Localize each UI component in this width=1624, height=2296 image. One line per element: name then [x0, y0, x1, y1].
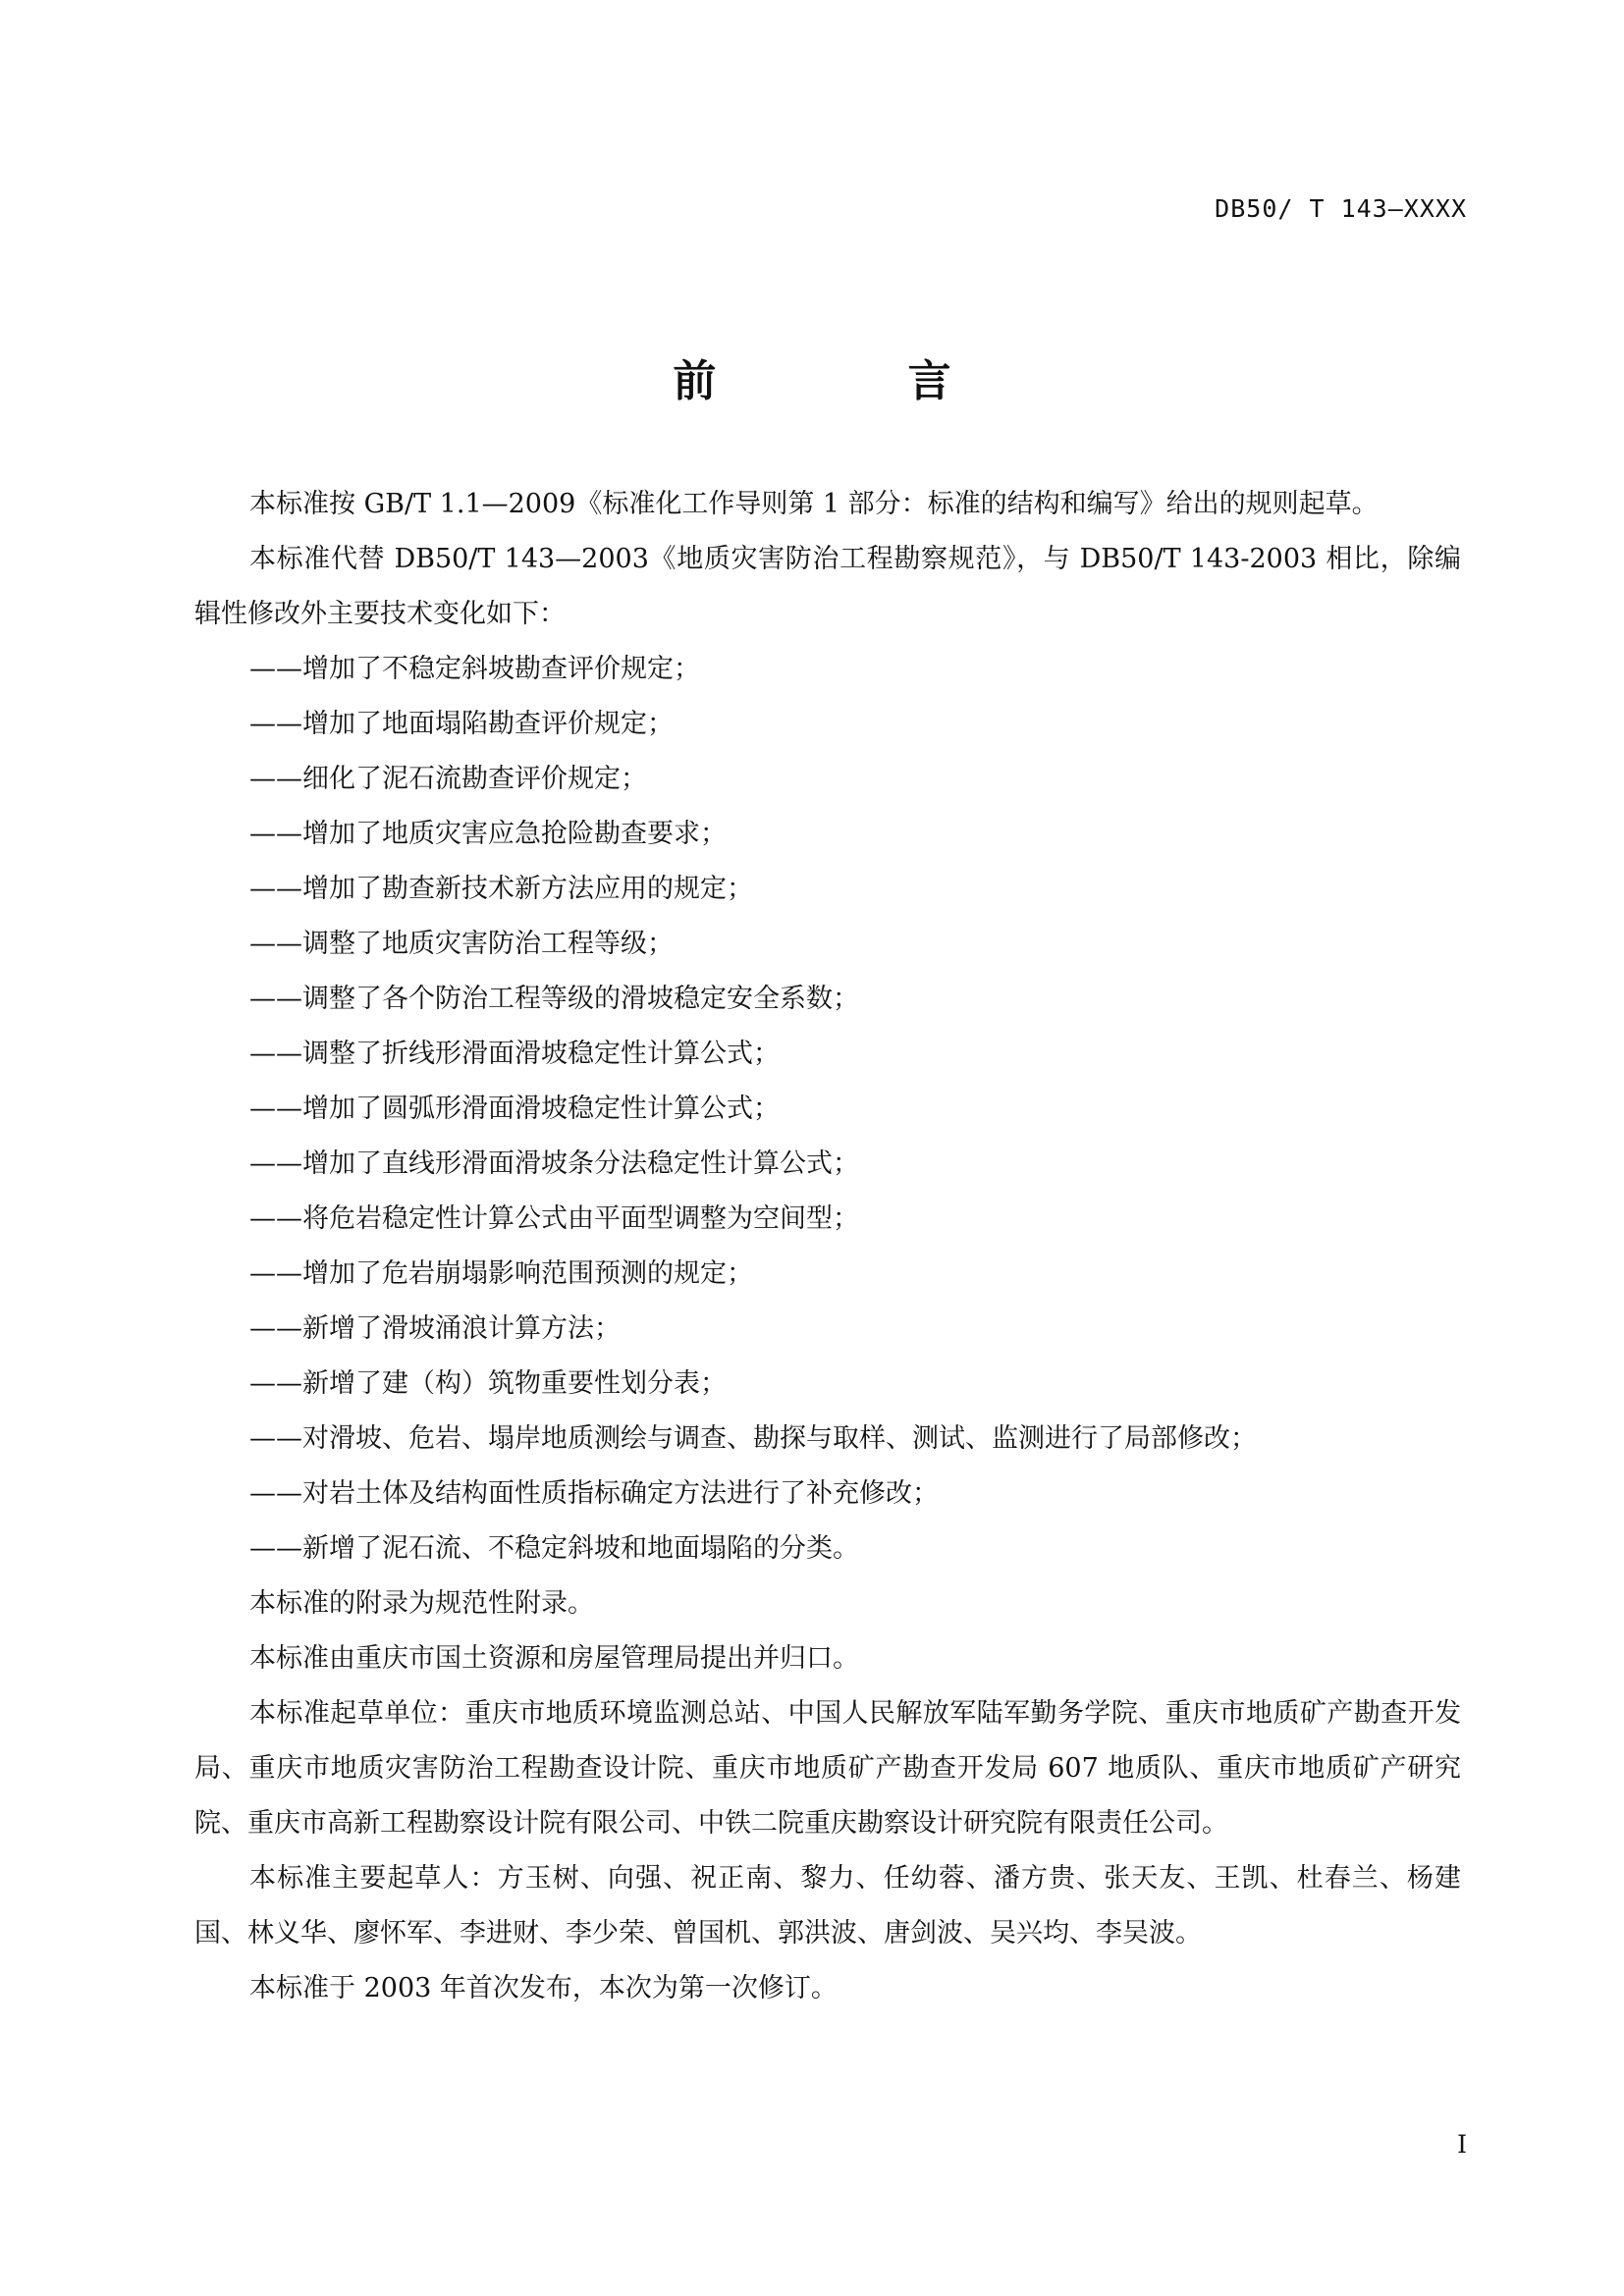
- change-item: ——新增了建（构）筑物重要性划分表；: [249, 1368, 727, 1399]
- change-item: ——新增了泥石流、不稳定斜坡和地面塌陷的分类。: [249, 1533, 859, 1564]
- change-item: ——对滑坡、危岩、塌岸地质测绘与调查、勘探与取样、测试、监测进行了局部修改；: [249, 1423, 1257, 1454]
- paragraph-history: 本标准于 2003 年首次发布，本次为第一次修订。: [249, 1973, 838, 2003]
- change-item: ——将危岩稳定性计算公式由平面型调整为空间型；: [249, 1203, 859, 1234]
- paragraph-appendix: 本标准的附录为规范性附录。: [249, 1588, 594, 1619]
- change-item: ——调整了地质灾害防治工程等级；: [249, 929, 674, 959]
- change-item: ——增加了地面塌陷勘查评价规定；: [249, 709, 674, 739]
- change-item: ——调整了折线形滑面滑坡稳定性计算公式；: [249, 1039, 780, 1069]
- paragraph-drafters: 本标准主要起草人：方玉树、向强、祝正南、黎力、任幼蓉、潘方贵、张天友、王凯、杜春兰、杨建国、林义华、廖怀军、李进财、李少荣、曾国机、郭洪波、唐剑波、吴兴均、李吴波。: [194, 1863, 1461, 1949]
- foreword-body: [194, 477, 1461, 2016]
- change-item: ——增加了危岩崩塌影响范围预测的规定；: [249, 1258, 753, 1289]
- page-number: I: [1457, 2130, 1467, 2159]
- change-item: ——增加了直线形滑面滑坡条分法稳定性计算公式；: [249, 1148, 859, 1179]
- paragraph-replacement: 本标准代替 DB50/T 143—2003《地质灾害防治工程勘察规范》，与 DB50/T 143-2003 相比，除编辑性修改外主要技术变化如下：: [194, 544, 1461, 629]
- change-item: ——新增了滑坡涌浪计算方法；: [249, 1313, 621, 1344]
- page-title: 前 言: [673, 356, 1040, 406]
- change-item: ——增加了圆弧形滑面滑坡稳定性计算公式；: [249, 1094, 780, 1124]
- document-code: DB50/ T 143—XXXX: [1215, 194, 1467, 223]
- change-item: ——增加了勘查新技术新方法应用的规定；: [249, 874, 753, 904]
- change-item: ——增加了地质灾害应急抢险勘查要求；: [249, 819, 727, 849]
- change-item: ——对岩土体及结构面性质指标确定方法进行了补充修改；: [249, 1478, 939, 1509]
- change-item: ——增加了不稳定斜坡勘查评价规定；: [249, 654, 700, 684]
- change-item: ——调整了各个防治工程等级的滑坡稳定安全系数；: [249, 984, 859, 1014]
- change-item: ——细化了泥石流勘查评价规定；: [249, 764, 647, 794]
- paragraph-proposer: 本标准由重庆市国土资源和房屋管理局提出并归口。: [249, 1643, 859, 1674]
- paragraph-drafting-units: 本标准起草单位：重庆市地质环境监测总站、中国人民解放军陆军勤务学院、重庆市地质矿产勘查开发局、重庆市地质灾害防治工程勘查设计院、重庆市地质矿产勘查开发局 607 地质队、重庆市地质矿产研究院、重庆市高新工程勘察设计院有限公司、中铁二院重庆勘察设计研究院有限责任公司。: [194, 1698, 1461, 1839]
- paragraph-drafting-rules: 本标准按 GB/T 1.1—2009《标准化工作导则第 1 部分：标准的结构和编写》给出的规则起草。: [249, 489, 1379, 519]
